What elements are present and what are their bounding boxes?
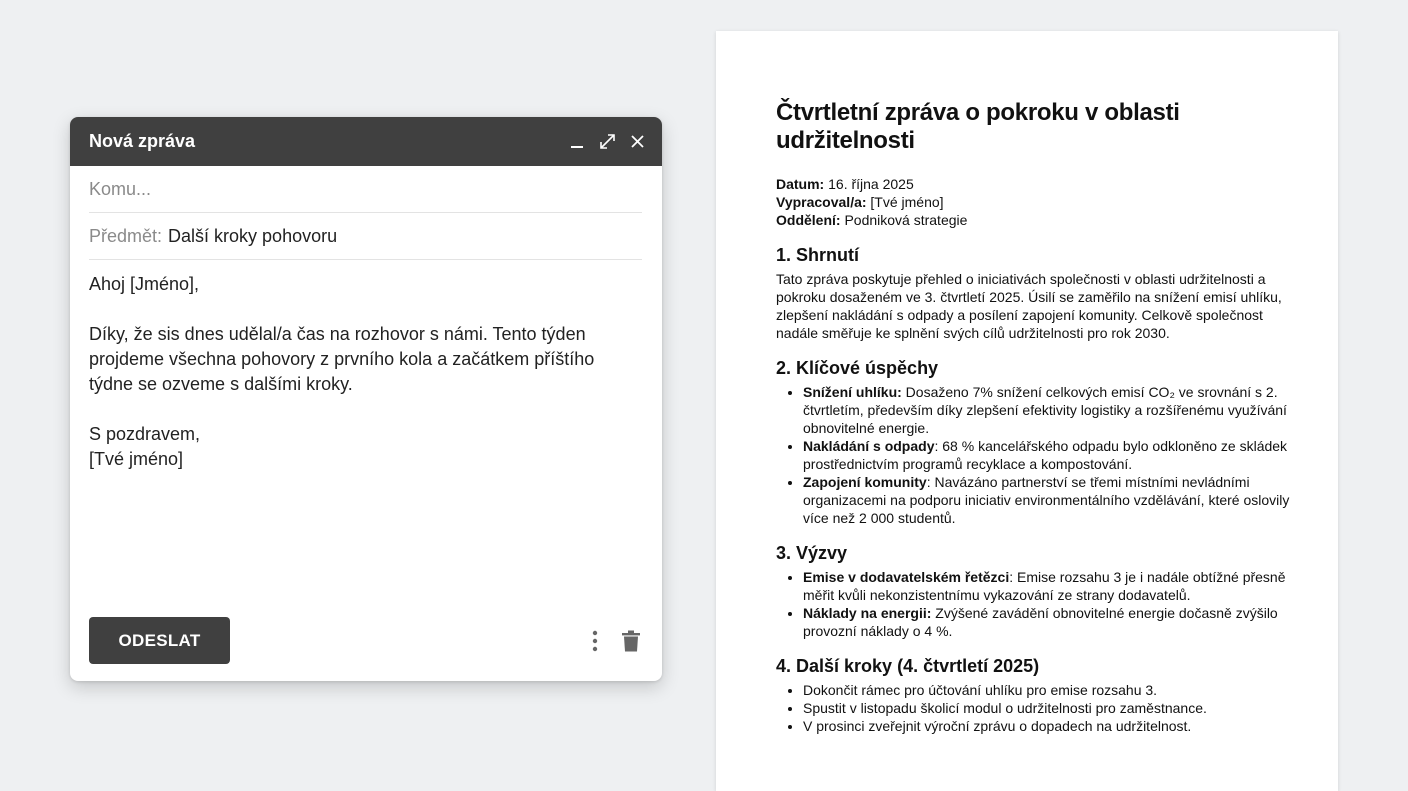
compose-window-controls [568,133,646,151]
section-heading-challenges: 3. Výzvy [776,543,848,563]
item-text: Zvýšené zavádění obnovitelné energie dočasně zvýšilo provozní náklady o 4 %. [803,605,1278,639]
section-heading-summary: 1. Shrnutí [776,245,860,265]
subject-input[interactable]: Další kroky pohovoru [168,225,338,246]
subject-label: Předmět: [89,225,163,246]
item-label: Náklady na energii: [803,605,932,621]
list-item [803,473,1298,527]
section-heading-next-steps: 4. Další kroky (4. čtvrtletí 2025) [776,656,1040,676]
body-greeting: Ahoj [Jméno], [89,274,200,294]
item-label: Nakládání s odpady [803,438,935,454]
compose-window [70,117,662,681]
send-button[interactable]: ODESLAT [89,617,230,664]
compose-title: Nová zpráva [89,131,196,151]
list-item [803,437,1298,473]
body-paragraph: Díky, že sis dnes udělal/a čas na rozhovor s námi. Tento týden projdeme všechna pohovory z prvního kola a začátkem příštího týdne se ozveme s dalšími kroky. [89,324,595,394]
compose-header [70,117,662,166]
challenges-list [776,568,1298,640]
body-closing: S pozdravem, [89,424,201,444]
item-text: : 68 % kancelářského odpadu bylo odkloněno ze skládek prostřednictvím programů recyklace a kompostování. [803,438,1288,472]
document-meta [776,175,1298,229]
to-field-row [89,166,642,213]
item-text: : Emise rozsahu 3 je i nadále obtížné přesně měřit kvůli nekonzistentnímu vykazování ze strany dodavatelů. [803,569,1286,603]
section-heading-achievements: 2. Klíčové úspěchy [776,358,939,378]
meta-department [776,211,1298,229]
body-signature: [Tvé jméno] [89,449,184,469]
item-label: Zapojení komunity [803,474,927,490]
meta-label: Oddělení: [776,212,841,228]
report-document [716,31,1338,791]
minimize-icon[interactable] [568,133,586,151]
message-body[interactable] [89,260,642,472]
to-input[interactable] [89,179,642,200]
document-title: Čtvrtletní zpráva o pokroku v oblasti udržitelnosti [776,99,1180,154]
item-text: Dosaženo 7% snížení celkových emisí CO₂ ve srovnání s 2. čtvrtletím, především díky zlepšení efektivity logistiky a rozšířenému využívání obnovitelné energie. [803,384,1287,436]
footer-actions [584,629,642,653]
summary-text: Tato zpráva poskytuje přehled o iniciativách společnosti v oblasti udržitelnosti a pokroku dosaženém ve 3. čtvrtletí 2025. Úsilí se zaměřilo na snížení emisí uhlíku, zlepšení nakládání s odpady a posílení zapojení komunity. Celkově společnost nadále směřuje ke splnění svých cílů udržitelnosti pro rok 2030. [776,271,1282,341]
trash-icon[interactable] [620,629,642,653]
item-label: Snížení uhlíku: [803,384,902,400]
meta-date [776,175,1298,193]
meta-value: [Tvé jméno] [870,194,944,210]
expand-icon[interactable] [598,133,616,151]
meta-value: 16. října 2025 [828,176,914,192]
list-item [803,568,1298,604]
item-label: Emise v dodavatelském řetězci [803,569,1010,585]
list-item: • Dokončit rámec pro účtování uhlíku pro emise rozsahu 3. [803,681,1298,699]
meta-author [776,193,1298,211]
meta-label: Vypracoval/a: [776,194,867,210]
more-vertical-icon[interactable] [584,629,606,653]
meta-value: Podniková strategie [844,212,968,228]
next-steps-list [776,681,1298,735]
subject-field-row[interactable] [89,213,642,260]
compose-footer [89,617,642,664]
item-text: : Navázáno partnerství se třemi místními nevládními organizacemi na podporu iniciativ environmentálního vzdělávání, které oslovily více než 2 000 studentů. [803,474,1290,526]
list-item [803,383,1298,437]
list-item [803,604,1298,640]
list-item: • V prosinci zveřejnit výroční zprávu o dopadech na udržitelnost. [803,717,1298,735]
close-icon[interactable] [628,133,646,151]
achievements-list [776,383,1298,527]
list-item: • Spustit v listopadu školicí modul o udržitelnosti pro zaměstnance. [803,699,1298,717]
meta-label: Datum: [776,176,825,192]
